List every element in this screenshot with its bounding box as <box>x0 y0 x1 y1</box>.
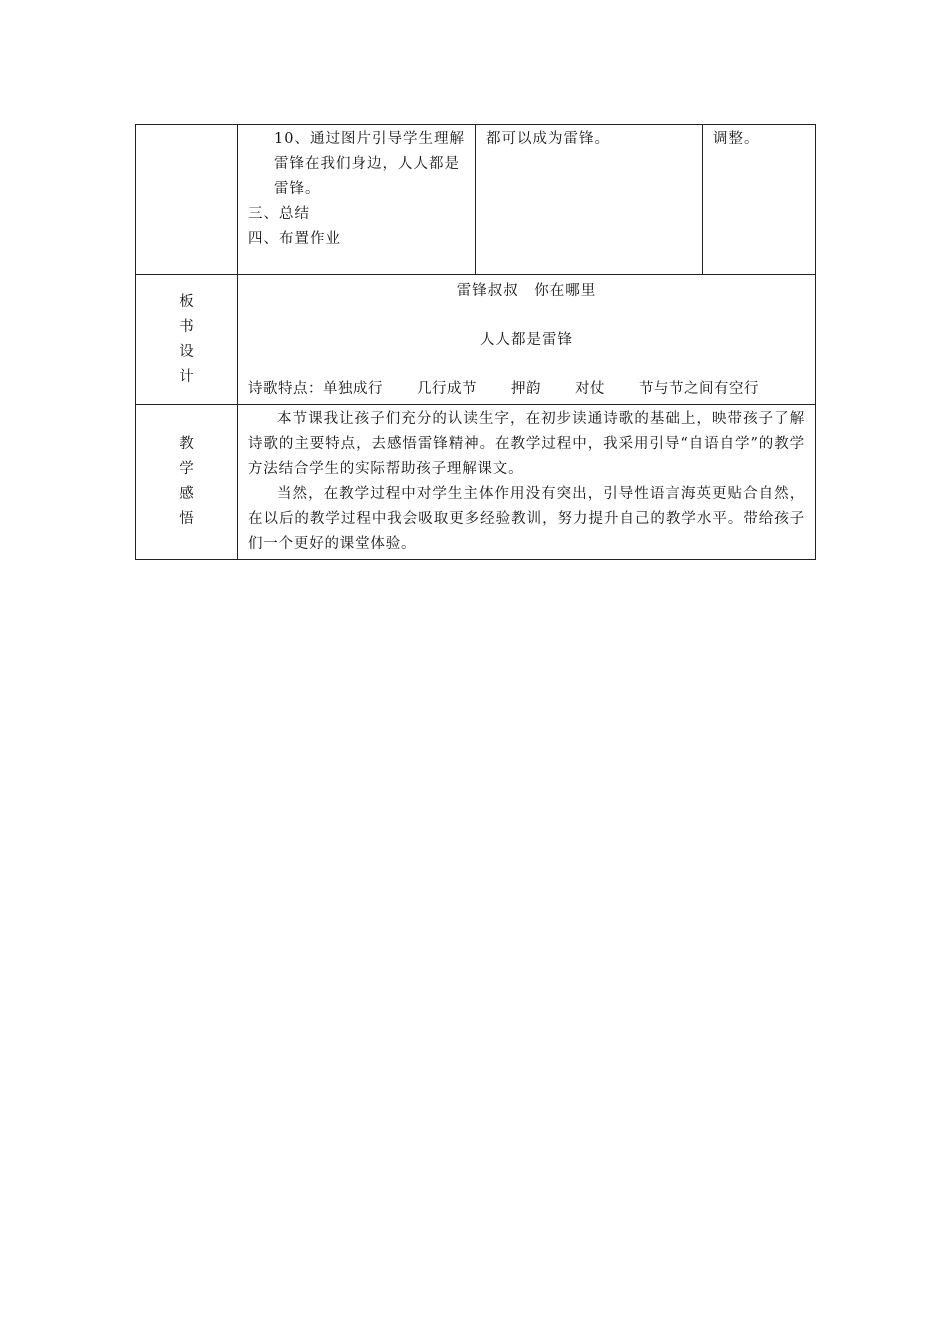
label-char: 悟 <box>179 511 194 527</box>
board-title: 雷锋叔叔 你在哪里 <box>456 283 597 299</box>
label-char: 感 <box>179 486 194 502</box>
board-subtitle: 人人都是雷锋 <box>480 332 573 348</box>
feature-item: 押韵 <box>511 381 541 397</box>
step-item: 10、通过图片引导学生理解雷锋在我们身边，人人都是雷锋。 <box>274 131 465 197</box>
label-char: 计 <box>179 368 194 385</box>
label-char: 学 <box>179 461 194 477</box>
reflection-paragraph: 当然，在教学过程中对学生主体作用没有突出，引导性语言海英更贴合自然，在以后的教学过程中我会吸取更多经验教训，努力提升自己的教学水平。带给孩子们一个更好的课堂体验。 <box>248 486 805 552</box>
section-homework: 四、布置作业 <box>248 231 341 247</box>
notes-text: 调整。 <box>713 131 760 147</box>
feature-item: 单独成行 <box>323 381 383 397</box>
teaching-reflection-row <box>136 405 816 560</box>
lesson-plan-table <box>135 124 816 560</box>
teaching-process-row <box>136 125 816 275</box>
features-label: 诗歌特点： <box>248 381 323 397</box>
label-char: 教 <box>179 436 194 452</box>
label-char: 设 <box>179 343 194 360</box>
board-design-label <box>136 275 238 405</box>
reflection-content <box>238 405 816 560</box>
board-design-row <box>136 275 816 405</box>
student-activity-text: 都可以成为雷锋。 <box>486 131 610 147</box>
process-label-cell <box>136 125 238 275</box>
reflection-paragraph: 本节课我让孩子们充分的认读生字，在初步读通诗歌的基础上，映带孩子了解诗歌的主要特点，去感悟雷锋精神。在教学过程中，我采用引导“自语自学”的教学方法结合学生的实际帮助孩子理解课文。 <box>248 411 805 477</box>
section-summary: 三、总结 <box>248 206 310 222</box>
reflection-label <box>136 405 238 560</box>
label-char: 书 <box>179 318 194 335</box>
board-design-content <box>238 275 816 405</box>
process-steps-cell <box>238 125 476 275</box>
notes-cell <box>703 125 816 275</box>
feature-item: 节与节之间有空行 <box>639 381 759 397</box>
feature-item: 几行成节 <box>417 381 477 397</box>
label-char: 板 <box>179 293 194 310</box>
poem-features <box>248 377 805 402</box>
feature-item: 对仗 <box>575 381 605 397</box>
student-activity-cell <box>476 125 703 275</box>
